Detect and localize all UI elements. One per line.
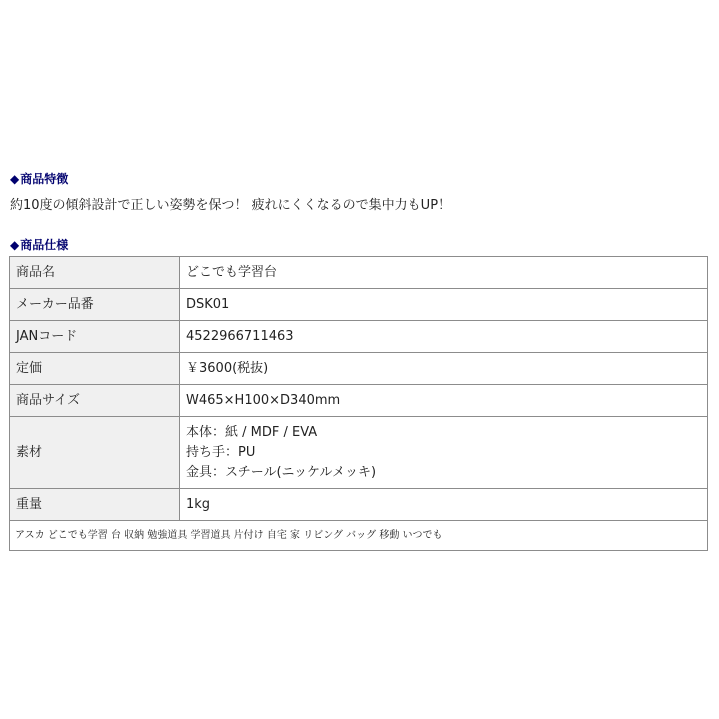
- spec-label: 定価: [10, 353, 180, 385]
- spec-value: ￥3600(税抜): [180, 353, 708, 385]
- spec-row-material: [10, 417, 708, 489]
- spec-row-product-name: [10, 257, 708, 289]
- spec-label: 素材: [10, 417, 180, 489]
- diamond-bullet-icon: ◆: [10, 238, 20, 252]
- spec-value-line: 金具：スチール(ニッケルメッキ): [186, 464, 377, 480]
- spec-label: 商品サイズ: [10, 385, 180, 417]
- spec-row-model-number: [10, 289, 708, 321]
- diamond-bullet-icon: ◆: [10, 172, 20, 186]
- spec-row-weight: [10, 489, 708, 521]
- spec-label: JANコード: [10, 321, 180, 353]
- feature-description: 約10度の傾斜設計で正しい姿勢を保つ！ 疲れにくくなるので集中力もUP！: [10, 198, 452, 213]
- spec-value-multiline: [180, 417, 708, 489]
- specs-title: 商品仕様: [20, 238, 69, 252]
- spec-label: 重量: [10, 489, 180, 521]
- spec-value: DSK01: [180, 289, 708, 321]
- spec-value: W465×H100×D340mm: [180, 385, 708, 417]
- search-tags: アスカ どこでも学習 台 収納 勉強道具 学習道具 片付け 自宅 家 リビング バッグ 移動 いつでも: [10, 521, 708, 551]
- spec-table: [9, 256, 708, 551]
- spec-row-jan-code: [10, 321, 708, 353]
- spec-row-product-size: [10, 385, 708, 417]
- spec-row-list-price: [10, 353, 708, 385]
- spec-value: 4522966711463: [180, 321, 708, 353]
- spec-value: どこでも学習台: [180, 257, 708, 289]
- spec-label: 商品名: [10, 257, 180, 289]
- spec-value-line: 持ち手：PU: [186, 444, 256, 460]
- specs-heading: [10, 238, 68, 252]
- spec-value: 1kg: [180, 489, 708, 521]
- features-heading: [10, 172, 68, 186]
- features-title: 商品特徴: [20, 172, 69, 186]
- spec-label: メーカー品番: [10, 289, 180, 321]
- spec-value-line: 本体：紙 / MDF / EVA: [186, 424, 318, 440]
- spec-row-tags: [10, 521, 708, 551]
